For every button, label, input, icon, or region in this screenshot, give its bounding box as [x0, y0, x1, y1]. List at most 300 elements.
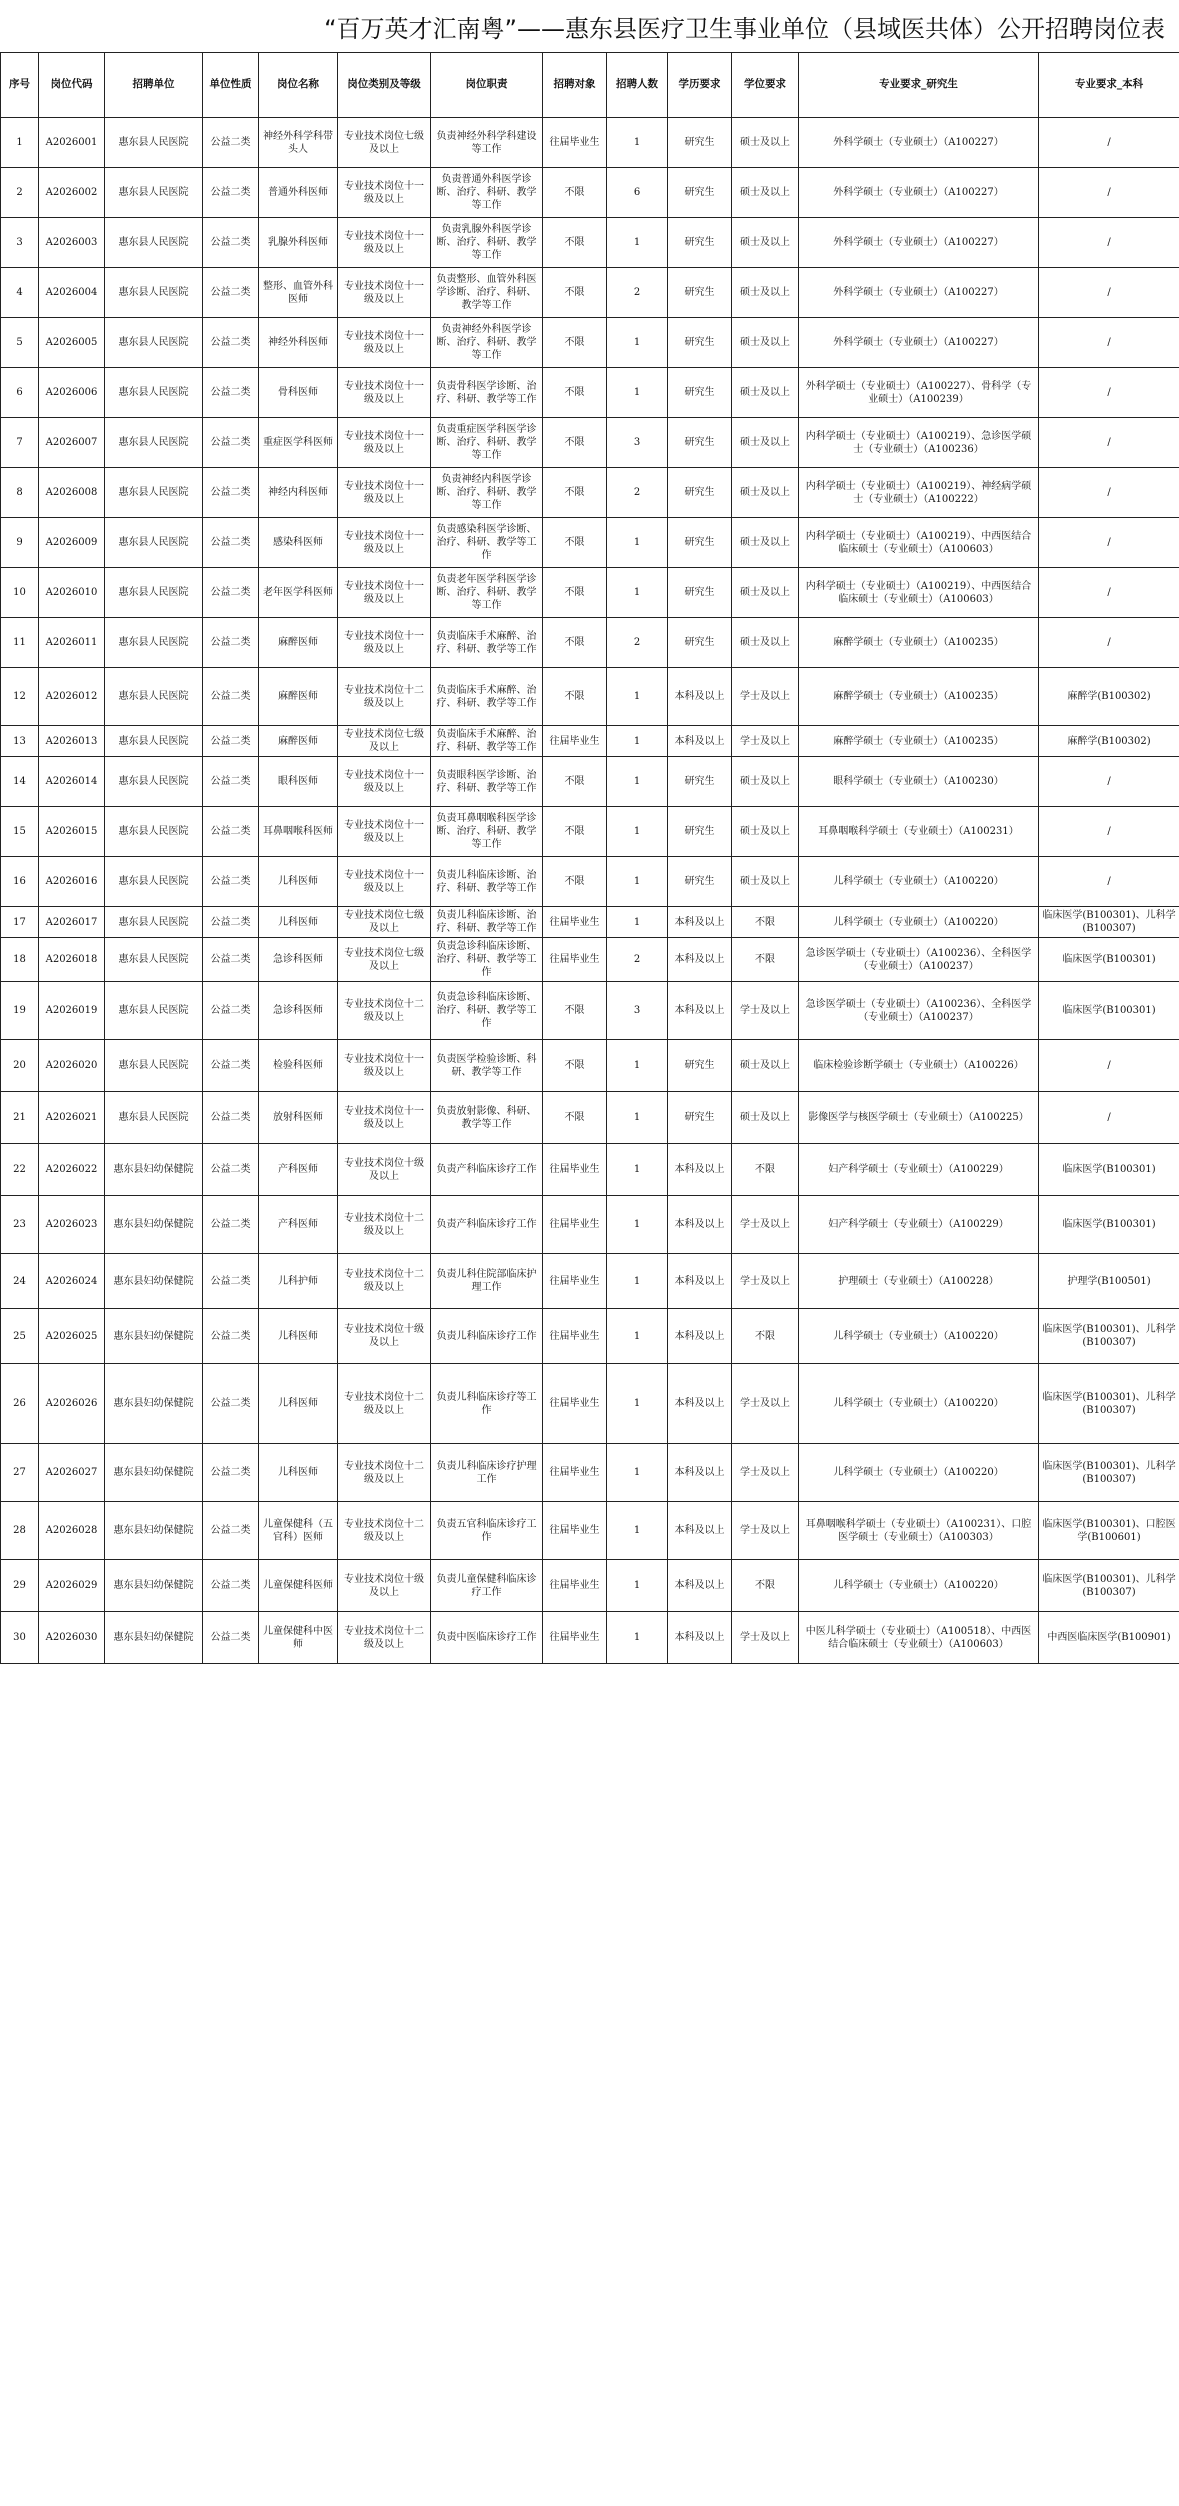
cell-position: 儿童保健科（五官科）医师	[259, 1502, 338, 1560]
cell-nature: 公益二类	[203, 1254, 259, 1309]
cell-count: 3	[607, 982, 668, 1040]
cell-nature: 公益二类	[203, 1444, 259, 1502]
cell-category: 专业技术岗位七级及以上	[338, 726, 431, 757]
cell-code: A2026011	[39, 618, 105, 668]
cell-position: 儿童保健科中医师	[259, 1612, 338, 1664]
cell-unit: 惠东县妇幼保健院	[105, 1444, 203, 1502]
cell-unit: 惠东县妇幼保健院	[105, 1254, 203, 1309]
cell-category: 专业技术岗位十一级及以上	[338, 618, 431, 668]
cell-position: 骨科医师	[259, 368, 338, 418]
cell-major-undergrad: /	[1039, 268, 1179, 318]
cell-target: 往届毕业生	[543, 118, 607, 168]
cell-target: 不限	[543, 318, 607, 368]
cell-duty: 负责急诊科临床诊断、治疗、科研、教学等工作	[431, 982, 543, 1040]
cell-major-undergrad: 麻醉学(B100302)	[1039, 668, 1179, 726]
cell-code: A2026028	[39, 1502, 105, 1560]
cell-unit: 惠东县人民医院	[105, 368, 203, 418]
cell-seq: 13	[1, 726, 39, 757]
header-unit: 招聘单位	[105, 53, 203, 118]
document-title: “百万英才汇南粤”——惠东县医疗卫生事业单位（县域医共体）公开招聘岗位表	[324, 14, 1165, 43]
cell-position: 神经外科学科带头人	[259, 118, 338, 168]
cell-count: 1	[607, 807, 668, 857]
cell-duty: 负责骨科医学诊断、治疗、科研、教学等工作	[431, 368, 543, 418]
cell-code: A2026026	[39, 1364, 105, 1444]
cell-category: 专业技术岗位十一级及以上	[338, 268, 431, 318]
cell-target: 不限	[543, 807, 607, 857]
cell-code: A2026016	[39, 857, 105, 907]
cell-major-graduate: 眼科学硕士（专业硕士）（A100230）	[799, 757, 1039, 807]
cell-seq: 5	[1, 318, 39, 368]
cell-degree: 学士及以上	[732, 1502, 799, 1560]
cell-unit: 惠东县人民医院	[105, 268, 203, 318]
cell-degree: 硕士及以上	[732, 1092, 799, 1144]
cell-degree: 硕士及以上	[732, 807, 799, 857]
table-row	[1, 668, 1179, 726]
cell-target: 往届毕业生	[543, 1196, 607, 1254]
cell-education: 研究生	[668, 1040, 732, 1092]
cell-degree: 硕士及以上	[732, 518, 799, 568]
table-row	[1, 726, 1179, 757]
cell-degree: 硕士及以上	[732, 857, 799, 907]
cell-major-graduate: 中医儿科学硕士（专业硕士）（A100518）、中西医结合临床硕士（专业硕士）（A100603）	[799, 1612, 1039, 1664]
cell-position: 放射科医师	[259, 1092, 338, 1144]
cell-position: 乳腺外科医师	[259, 218, 338, 268]
cell-code: A2026007	[39, 418, 105, 468]
cell-position: 儿科医师	[259, 1364, 338, 1444]
header-major-graduate: 专业要求_研究生	[799, 53, 1039, 118]
recruitment-table	[0, 52, 1179, 1664]
cell-degree: 硕士及以上	[732, 268, 799, 318]
cell-major-graduate: 外科学硕士（专业硕士）（A100227）	[799, 218, 1039, 268]
cell-position: 儿科医师	[259, 857, 338, 907]
cell-seq: 23	[1, 1196, 39, 1254]
cell-seq: 18	[1, 938, 39, 982]
cell-seq: 29	[1, 1560, 39, 1612]
table-row	[1, 568, 1179, 618]
cell-major-graduate: 外科学硕士（专业硕士）（A100227）、骨科学（专业硕士）（A100239）	[799, 368, 1039, 418]
cell-major-graduate: 外科学硕士（专业硕士）（A100227）	[799, 268, 1039, 318]
cell-category: 专业技术岗位十级及以上	[338, 1309, 431, 1364]
cell-target: 不限	[543, 1040, 607, 1092]
cell-category: 专业技术岗位十一级及以上	[338, 218, 431, 268]
cell-seq: 17	[1, 907, 39, 938]
cell-code: A2026012	[39, 668, 105, 726]
cell-code: A2026029	[39, 1560, 105, 1612]
cell-education: 研究生	[668, 757, 732, 807]
cell-duty: 负责放射影像、科研、教学等工作	[431, 1092, 543, 1144]
cell-duty: 负责感染科医学诊断、治疗、科研、教学等工作	[431, 518, 543, 568]
cell-count: 1	[607, 1364, 668, 1444]
cell-count: 2	[607, 938, 668, 982]
cell-unit: 惠东县人民医院	[105, 857, 203, 907]
cell-nature: 公益二类	[203, 168, 259, 218]
cell-duty: 负责临床手术麻醉、治疗、科研、教学等工作	[431, 668, 543, 726]
cell-position: 麻醉医师	[259, 618, 338, 668]
cell-seq: 27	[1, 1444, 39, 1502]
table-row	[1, 1196, 1179, 1254]
cell-unit: 惠东县妇幼保健院	[105, 1612, 203, 1664]
cell-major-undergrad: /	[1039, 857, 1179, 907]
cell-education: 本科及以上	[668, 982, 732, 1040]
cell-unit: 惠东县人民医院	[105, 318, 203, 368]
cell-category: 专业技术岗位十一级及以上	[338, 168, 431, 218]
cell-degree: 学士及以上	[732, 726, 799, 757]
cell-unit: 惠东县人民医院	[105, 118, 203, 168]
cell-category: 专业技术岗位十一级及以上	[338, 418, 431, 468]
cell-count: 3	[607, 418, 668, 468]
cell-seq: 2	[1, 168, 39, 218]
table-row	[1, 1364, 1179, 1444]
cell-major-graduate: 影像医学与核医学硕士（专业硕士）（A100225）	[799, 1092, 1039, 1144]
cell-degree: 学士及以上	[732, 982, 799, 1040]
cell-position: 麻醉医师	[259, 668, 338, 726]
cell-nature: 公益二类	[203, 118, 259, 168]
cell-target: 不限	[543, 618, 607, 668]
header-count: 招聘人数	[607, 53, 668, 118]
cell-nature: 公益二类	[203, 726, 259, 757]
cell-position: 重症医学科医师	[259, 418, 338, 468]
cell-education: 本科及以上	[668, 668, 732, 726]
cell-seq: 21	[1, 1092, 39, 1144]
cell-nature: 公益二类	[203, 618, 259, 668]
cell-position: 儿科医师	[259, 907, 338, 938]
cell-category: 专业技术岗位十一级及以上	[338, 518, 431, 568]
cell-duty: 负责整形、血管外科医学诊断、治疗、科研、教学等工作	[431, 268, 543, 318]
table-row	[1, 268, 1179, 318]
cell-count: 1	[607, 1560, 668, 1612]
cell-major-graduate: 耳鼻咽喉科学硕士（专业硕士）（A100231）、口腔医学硕士（专业硕士）（A100303）	[799, 1502, 1039, 1560]
cell-degree: 学士及以上	[732, 1612, 799, 1664]
cell-position: 麻醉医师	[259, 726, 338, 757]
table-row	[1, 1560, 1179, 1612]
cell-category: 专业技术岗位十二级及以上	[338, 1254, 431, 1309]
cell-duty: 负责产科临床诊疗工作	[431, 1196, 543, 1254]
cell-category: 专业技术岗位十一级及以上	[338, 368, 431, 418]
cell-seq: 22	[1, 1144, 39, 1196]
cell-position: 神经内科医师	[259, 468, 338, 518]
cell-seq: 24	[1, 1254, 39, 1309]
cell-major-undergrad: 麻醉学(B100302)	[1039, 726, 1179, 757]
cell-count: 1	[607, 218, 668, 268]
cell-major-undergrad: 临床医学(B100301)	[1039, 982, 1179, 1040]
cell-education: 本科及以上	[668, 1502, 732, 1560]
cell-seq: 15	[1, 807, 39, 857]
cell-nature: 公益二类	[203, 807, 259, 857]
cell-code: A2026009	[39, 518, 105, 568]
cell-nature: 公益二类	[203, 418, 259, 468]
cell-education: 本科及以上	[668, 1254, 732, 1309]
cell-education: 研究生	[668, 368, 732, 418]
cell-major-undergrad: /	[1039, 807, 1179, 857]
cell-duty: 负责临床手术麻醉、治疗、科研、教学等工作	[431, 618, 543, 668]
cell-unit: 惠东县人民医院	[105, 668, 203, 726]
cell-target: 不限	[543, 857, 607, 907]
cell-duty: 负责重症医学科医学诊断、治疗、科研、教学等工作	[431, 418, 543, 468]
cell-code: A2026003	[39, 218, 105, 268]
cell-duty: 负责儿科住院部临床护理工作	[431, 1254, 543, 1309]
header-degree: 学位要求	[732, 53, 799, 118]
header-code: 岗位代码	[39, 53, 105, 118]
cell-target: 往届毕业生	[543, 1560, 607, 1612]
cell-count: 2	[607, 268, 668, 318]
cell-major-undergrad: /	[1039, 418, 1179, 468]
cell-nature: 公益二类	[203, 268, 259, 318]
cell-target: 往届毕业生	[543, 1444, 607, 1502]
cell-major-undergrad: /	[1039, 368, 1179, 418]
cell-code: A2026025	[39, 1309, 105, 1364]
cell-education: 本科及以上	[668, 726, 732, 757]
cell-target: 往届毕业生	[543, 1309, 607, 1364]
cell-degree: 不限	[732, 1144, 799, 1196]
cell-category: 专业技术岗位十二级及以上	[338, 1612, 431, 1664]
cell-duty: 负责儿科临床诊疗等工作	[431, 1364, 543, 1444]
cell-degree: 学士及以上	[732, 1444, 799, 1502]
cell-duty: 负责儿童保健科临床诊疗工作	[431, 1560, 543, 1612]
cell-major-undergrad: 护理学(B100501)	[1039, 1254, 1179, 1309]
cell-target: 不限	[543, 468, 607, 518]
cell-category: 专业技术岗位十二级及以上	[338, 1502, 431, 1560]
cell-count: 1	[607, 726, 668, 757]
cell-seq: 30	[1, 1612, 39, 1664]
table-row	[1, 757, 1179, 807]
cell-degree: 硕士及以上	[732, 757, 799, 807]
cell-major-graduate: 儿科学硕士（专业硕士）（A100220）	[799, 1364, 1039, 1444]
cell-major-graduate: 妇产科学硕士（专业硕士）（A100229）	[799, 1144, 1039, 1196]
cell-count: 1	[607, 1092, 668, 1144]
cell-position: 老年医学科医师	[259, 568, 338, 618]
cell-education: 研究生	[668, 468, 732, 518]
cell-count: 1	[607, 1612, 668, 1664]
cell-education: 研究生	[668, 518, 732, 568]
table-row	[1, 318, 1179, 368]
cell-target: 往届毕业生	[543, 1364, 607, 1444]
table-row	[1, 518, 1179, 568]
cell-major-undergrad: 临床医学(B100301)	[1039, 938, 1179, 982]
cell-target: 不限	[543, 568, 607, 618]
cell-duty: 负责中医临床诊疗工作	[431, 1612, 543, 1664]
cell-nature: 公益二类	[203, 1364, 259, 1444]
cell-education: 研究生	[668, 807, 732, 857]
table-row	[1, 1612, 1179, 1664]
cell-position: 急诊科医师	[259, 938, 338, 982]
cell-target: 不限	[543, 418, 607, 468]
cell-nature: 公益二类	[203, 982, 259, 1040]
cell-major-undergrad: 中西医临床医学(B100901)	[1039, 1612, 1179, 1664]
cell-education: 本科及以上	[668, 938, 732, 982]
cell-seq: 7	[1, 418, 39, 468]
cell-count: 1	[607, 1502, 668, 1560]
cell-position: 耳鼻咽喉科医师	[259, 807, 338, 857]
cell-seq: 26	[1, 1364, 39, 1444]
cell-unit: 惠东县人民医院	[105, 1092, 203, 1144]
cell-category: 专业技术岗位十一级及以上	[338, 468, 431, 518]
cell-major-graduate: 儿科学硕士（专业硕士）（A100220）	[799, 1444, 1039, 1502]
cell-code: A2026018	[39, 938, 105, 982]
cell-unit: 惠东县人民医院	[105, 568, 203, 618]
cell-duty: 负责神经内科医学诊断、治疗、科研、教学等工作	[431, 468, 543, 518]
table-row	[1, 1092, 1179, 1144]
cell-code: A2026013	[39, 726, 105, 757]
cell-degree: 硕士及以上	[732, 1040, 799, 1092]
cell-target: 不限	[543, 668, 607, 726]
cell-seq: 16	[1, 857, 39, 907]
cell-count: 6	[607, 168, 668, 218]
cell-degree: 不限	[732, 907, 799, 938]
cell-nature: 公益二类	[203, 1560, 259, 1612]
cell-education: 本科及以上	[668, 1196, 732, 1254]
cell-duty: 负责神经外科医学诊断、治疗、科研、教学等工作	[431, 318, 543, 368]
cell-count: 1	[607, 857, 668, 907]
table-row	[1, 1309, 1179, 1364]
cell-nature: 公益二类	[203, 857, 259, 907]
cell-category: 专业技术岗位十二级及以上	[338, 1196, 431, 1254]
cell-unit: 惠东县人民医院	[105, 807, 203, 857]
cell-nature: 公益二类	[203, 1092, 259, 1144]
cell-code: A2026006	[39, 368, 105, 418]
cell-seq: 12	[1, 668, 39, 726]
cell-unit: 惠东县妇幼保健院	[105, 1364, 203, 1444]
cell-major-graduate: 儿科学硕士（专业硕士）（A100220）	[799, 1560, 1039, 1612]
cell-duty: 负责急诊科临床诊断、治疗、科研、教学等工作	[431, 938, 543, 982]
cell-target: 不限	[543, 757, 607, 807]
header-nature: 单位性质	[203, 53, 259, 118]
cell-count: 1	[607, 1254, 668, 1309]
cell-category: 专业技术岗位十二级及以上	[338, 982, 431, 1040]
cell-nature: 公益二类	[203, 568, 259, 618]
cell-major-undergrad: /	[1039, 168, 1179, 218]
cell-duty: 负责神经外科学科建设等工作	[431, 118, 543, 168]
cell-degree: 硕士及以上	[732, 118, 799, 168]
cell-education: 本科及以上	[668, 1364, 732, 1444]
cell-nature: 公益二类	[203, 757, 259, 807]
cell-target: 不限	[543, 1092, 607, 1144]
cell-major-undergrad: 临床医学(B100301)	[1039, 1144, 1179, 1196]
cell-unit: 惠东县人民医院	[105, 618, 203, 668]
cell-education: 研究生	[668, 268, 732, 318]
table-row	[1, 418, 1179, 468]
cell-nature: 公益二类	[203, 1502, 259, 1560]
table-row	[1, 368, 1179, 418]
table-row	[1, 618, 1179, 668]
cell-nature: 公益二类	[203, 218, 259, 268]
cell-target: 不限	[543, 982, 607, 1040]
table-row	[1, 807, 1179, 857]
cell-target: 不限	[543, 168, 607, 218]
cell-position: 儿科护师	[259, 1254, 338, 1309]
cell-major-graduate: 外科学硕士（专业硕士）（A100227）	[799, 318, 1039, 368]
cell-count: 1	[607, 118, 668, 168]
cell-unit: 惠东县人民医院	[105, 726, 203, 757]
cell-education: 研究生	[668, 1092, 732, 1144]
cell-target: 往届毕业生	[543, 1144, 607, 1196]
cell-unit: 惠东县人民医院	[105, 938, 203, 982]
cell-major-graduate: 外科学硕士（专业硕士）（A100227）	[799, 168, 1039, 218]
cell-major-graduate: 妇产科学硕士（专业硕士）（A100229）	[799, 1196, 1039, 1254]
cell-degree: 硕士及以上	[732, 218, 799, 268]
cell-education: 研究生	[668, 618, 732, 668]
cell-count: 2	[607, 618, 668, 668]
cell-target: 不限	[543, 518, 607, 568]
cell-duty: 负责眼科医学诊断、治疗、科研、教学等工作	[431, 757, 543, 807]
table-row	[1, 1040, 1179, 1092]
cell-nature: 公益二类	[203, 1309, 259, 1364]
cell-unit: 惠东县人民医院	[105, 1040, 203, 1092]
cell-count: 1	[607, 1309, 668, 1364]
header-target: 招聘对象	[543, 53, 607, 118]
cell-position: 整形、血管外科医师	[259, 268, 338, 318]
cell-category: 专业技术岗位七级及以上	[338, 907, 431, 938]
cell-position: 儿童保健科医师	[259, 1560, 338, 1612]
cell-major-graduate: 麻醉学硕士（专业硕士）（A100235）	[799, 618, 1039, 668]
header-education: 学历要求	[668, 53, 732, 118]
cell-count: 2	[607, 468, 668, 518]
cell-category: 专业技术岗位十级及以上	[338, 1560, 431, 1612]
cell-unit: 惠东县人民医院	[105, 518, 203, 568]
cell-major-undergrad: /	[1039, 218, 1179, 268]
cell-unit: 惠东县人民医院	[105, 757, 203, 807]
cell-major-graduate: 儿科学硕士（专业硕士）（A100220）	[799, 1309, 1039, 1364]
cell-seq: 9	[1, 518, 39, 568]
cell-position: 感染科医师	[259, 518, 338, 568]
cell-seq: 25	[1, 1309, 39, 1364]
cell-seq: 28	[1, 1502, 39, 1560]
cell-duty: 负责儿科临床诊疗护理工作	[431, 1444, 543, 1502]
cell-major-graduate: 麻醉学硕士（专业硕士）（A100235）	[799, 726, 1039, 757]
cell-seq: 1	[1, 118, 39, 168]
cell-degree: 学士及以上	[732, 1254, 799, 1309]
cell-major-undergrad: /	[1039, 518, 1179, 568]
cell-target: 往届毕业生	[543, 907, 607, 938]
cell-major-graduate: 内科学硕士（专业硕士）（A100219）、中西医结合临床硕士（专业硕士）（A100603）	[799, 568, 1039, 618]
cell-code: A2026005	[39, 318, 105, 368]
cell-category: 专业技术岗位七级及以上	[338, 118, 431, 168]
cell-position: 检验科医师	[259, 1040, 338, 1092]
cell-education: 本科及以上	[668, 1309, 732, 1364]
cell-category: 专业技术岗位十级及以上	[338, 1144, 431, 1196]
cell-count: 1	[607, 1144, 668, 1196]
cell-count: 1	[607, 1196, 668, 1254]
cell-seq: 4	[1, 268, 39, 318]
cell-category: 专业技术岗位十一级及以上	[338, 1092, 431, 1144]
cell-major-graduate: 麻醉学硕士（专业硕士）（A100235）	[799, 668, 1039, 726]
cell-duty: 负责儿科临床诊断、治疗、科研、教学等工作	[431, 857, 543, 907]
cell-category: 专业技术岗位七级及以上	[338, 938, 431, 982]
cell-major-graduate: 儿科学硕士（专业硕士）（A100220）	[799, 857, 1039, 907]
cell-count: 1	[607, 318, 668, 368]
table-body	[1, 118, 1179, 1664]
cell-unit: 惠东县妇幼保健院	[105, 1502, 203, 1560]
header-row	[1, 53, 1179, 118]
cell-nature: 公益二类	[203, 1196, 259, 1254]
cell-nature: 公益二类	[203, 518, 259, 568]
cell-category: 专业技术岗位十二级及以上	[338, 1364, 431, 1444]
cell-category: 专业技术岗位十一级及以上	[338, 1040, 431, 1092]
cell-unit: 惠东县人民医院	[105, 168, 203, 218]
cell-major-undergrad: /	[1039, 568, 1179, 618]
cell-duty: 负责普通外科医学诊断、治疗、科研、教学等工作	[431, 168, 543, 218]
cell-count: 1	[607, 757, 668, 807]
cell-education: 研究生	[668, 168, 732, 218]
cell-major-undergrad: /	[1039, 757, 1179, 807]
cell-major-graduate: 临床检验诊断学硕士（专业硕士）（A100226）	[799, 1040, 1039, 1092]
cell-major-undergrad: 临床医学(B100301)、儿科学(B100307)	[1039, 907, 1179, 938]
cell-duty: 负责医学检验诊断、科研、教学等工作	[431, 1040, 543, 1092]
cell-degree: 学士及以上	[732, 1196, 799, 1254]
cell-seq: 11	[1, 618, 39, 668]
cell-target: 不限	[543, 218, 607, 268]
cell-category: 专业技术岗位十二级及以上	[338, 668, 431, 726]
cell-major-graduate: 内科学硕士（专业硕士）（A100219）、中西医结合临床硕士（专业硕士）（A100603）	[799, 518, 1039, 568]
